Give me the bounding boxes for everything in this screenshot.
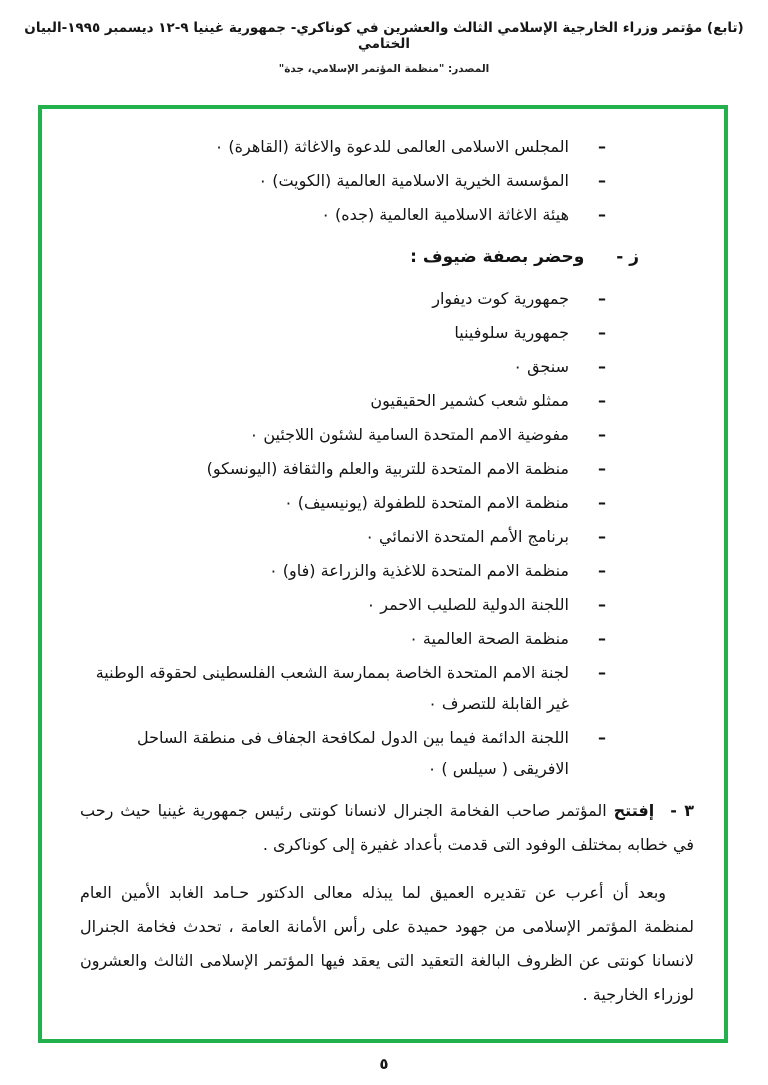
- list-item: [80, 385, 609, 416]
- list-item-text: مفوضية الامم المتحدة السامية لشئون اللاجئين ٠: [249, 425, 569, 444]
- list-item-text: ممثلو شعب كشمير الحقيقيون: [370, 391, 569, 410]
- section-heading: [80, 242, 639, 273]
- content-border: [38, 105, 728, 1043]
- dash-bullet: –: [598, 357, 606, 376]
- dash-bullet: –: [598, 205, 606, 224]
- paragraph-4: وبعد أن أعرب عن تقديره العميق لما يبذله معالى الدكتور حـامد الغابد الأمين العام لمنظمة المؤتمر الإسلامى من جهود حميدة على رأس الأمانة العامة ، تحدث فخامة الجنرال لانسانا كونتى عن الظروف البالغة التعقيد التى يعقد فيها المؤتمر الإسلامى الثالث والعشرون لوزراء الخارجية .: [80, 883, 694, 1004]
- list-item-text: هيئة الاغاثة الاسلامية العالمية (جده) ٠: [321, 205, 569, 224]
- dash-bullet: –: [598, 137, 606, 156]
- list-item: [80, 722, 609, 784]
- list-item: [80, 199, 609, 230]
- document-header: [0, 0, 768, 75]
- list-item: [80, 351, 609, 382]
- list-item-text: اللجنة الدائمة فيما بين الدول لمكافحة الجفاف فى منطقة الساحل الافريقى ( سيلس ) ٠: [137, 728, 569, 778]
- paragraph-3: [80, 794, 694, 862]
- list-item-text: منظمة الامم المتحدة للطفولة (يونيسيف) ٠: [284, 493, 569, 512]
- list-item: [80, 283, 609, 314]
- paragraph-lead-word: إفتتح: [613, 801, 655, 820]
- dash-bullet: –: [598, 595, 606, 614]
- document-source: المصدر: "منظمة المؤتمر الإسلامي، جدة": [278, 63, 490, 75]
- document-body: [42, 109, 724, 1012]
- list-item-text: منظمة الامم المتحدة للتربية والعلم والثقافة (اليونسكو): [206, 459, 569, 478]
- list-item: [80, 131, 609, 162]
- paragraph-number: ٣ -: [670, 801, 694, 820]
- list-item: [80, 589, 609, 620]
- list-item-text: جمهورية سلوفينيا: [454, 323, 569, 342]
- dash-bullet: –: [598, 391, 606, 410]
- list-item: [80, 657, 609, 719]
- organizations-list: [80, 131, 609, 230]
- list-item-text: المؤسسة الخيرية الاسلامية العالمية (الكويت) ٠: [258, 171, 569, 190]
- list-item-text: لجنة الامم المتحدة الخاصة بممارسة الشعب الفلسطينى لحقوقه الوطنية غير القابلة للتصرف ٠: [95, 663, 569, 713]
- dash-bullet: –: [598, 493, 606, 512]
- list-item: [80, 623, 609, 654]
- guests-list: [80, 283, 609, 784]
- dash-bullet: –: [598, 171, 606, 190]
- dash-bullet: –: [598, 527, 606, 546]
- list-item-text: سنجق ٠: [513, 357, 569, 376]
- dash-bullet: –: [598, 323, 606, 342]
- dash-bullet: –: [598, 663, 606, 682]
- dash-bullet: –: [598, 728, 606, 747]
- list-item-text: منظمة الامم المتحدة للاغذية والزراعة (فاو) ٠: [269, 561, 569, 580]
- list-item: [80, 555, 609, 586]
- list-item-text: برنامج الأمم المتحدة الانمائي ٠: [365, 527, 569, 546]
- list-item: [80, 487, 609, 518]
- section-title: وحضر بصفة ضيوف :: [410, 247, 585, 267]
- dash-bullet: –: [598, 459, 606, 478]
- dash-bullet: –: [598, 629, 606, 648]
- section-label: ز -: [616, 247, 639, 267]
- dash-bullet: –: [598, 561, 606, 580]
- dash-bullet: –: [598, 289, 606, 308]
- document-title: (تابع) مؤتمر وزراء الخارجية الإسلامي الثالث والعشرين في كوناكري- جمهورية غينيا ٩-١٢ ديسمبر ١٩٩٥-البيان الختامي: [24, 20, 744, 52]
- list-item-text: جمهورية كوت ديفوار: [432, 289, 569, 308]
- list-item: [80, 453, 609, 484]
- list-item: [80, 419, 609, 450]
- dash-bullet: –: [598, 425, 606, 444]
- list-item: [80, 317, 609, 348]
- list-item: [80, 521, 609, 552]
- list-item: [80, 165, 609, 196]
- list-item-text: المجلس الاسلامى العالمى للدعوة والاغاثة (القاهرة) ٠: [214, 137, 569, 156]
- page-number: ٥: [379, 1055, 389, 1073]
- paragraph-text: المؤتمر صاحب الفخامة الجنرال لانسانا كونتى رئيس جمهورية غينيا حيث رحب في خطابه بمختلف الوفود التى قدمت بأعداد غفيرة إلى كوناكرى .: [80, 801, 694, 854]
- list-item-text: اللجنة الدولية للصليب الاحمر ٠: [366, 595, 569, 614]
- list-item-text: منظمة الصحة العالمية ٠: [409, 629, 569, 648]
